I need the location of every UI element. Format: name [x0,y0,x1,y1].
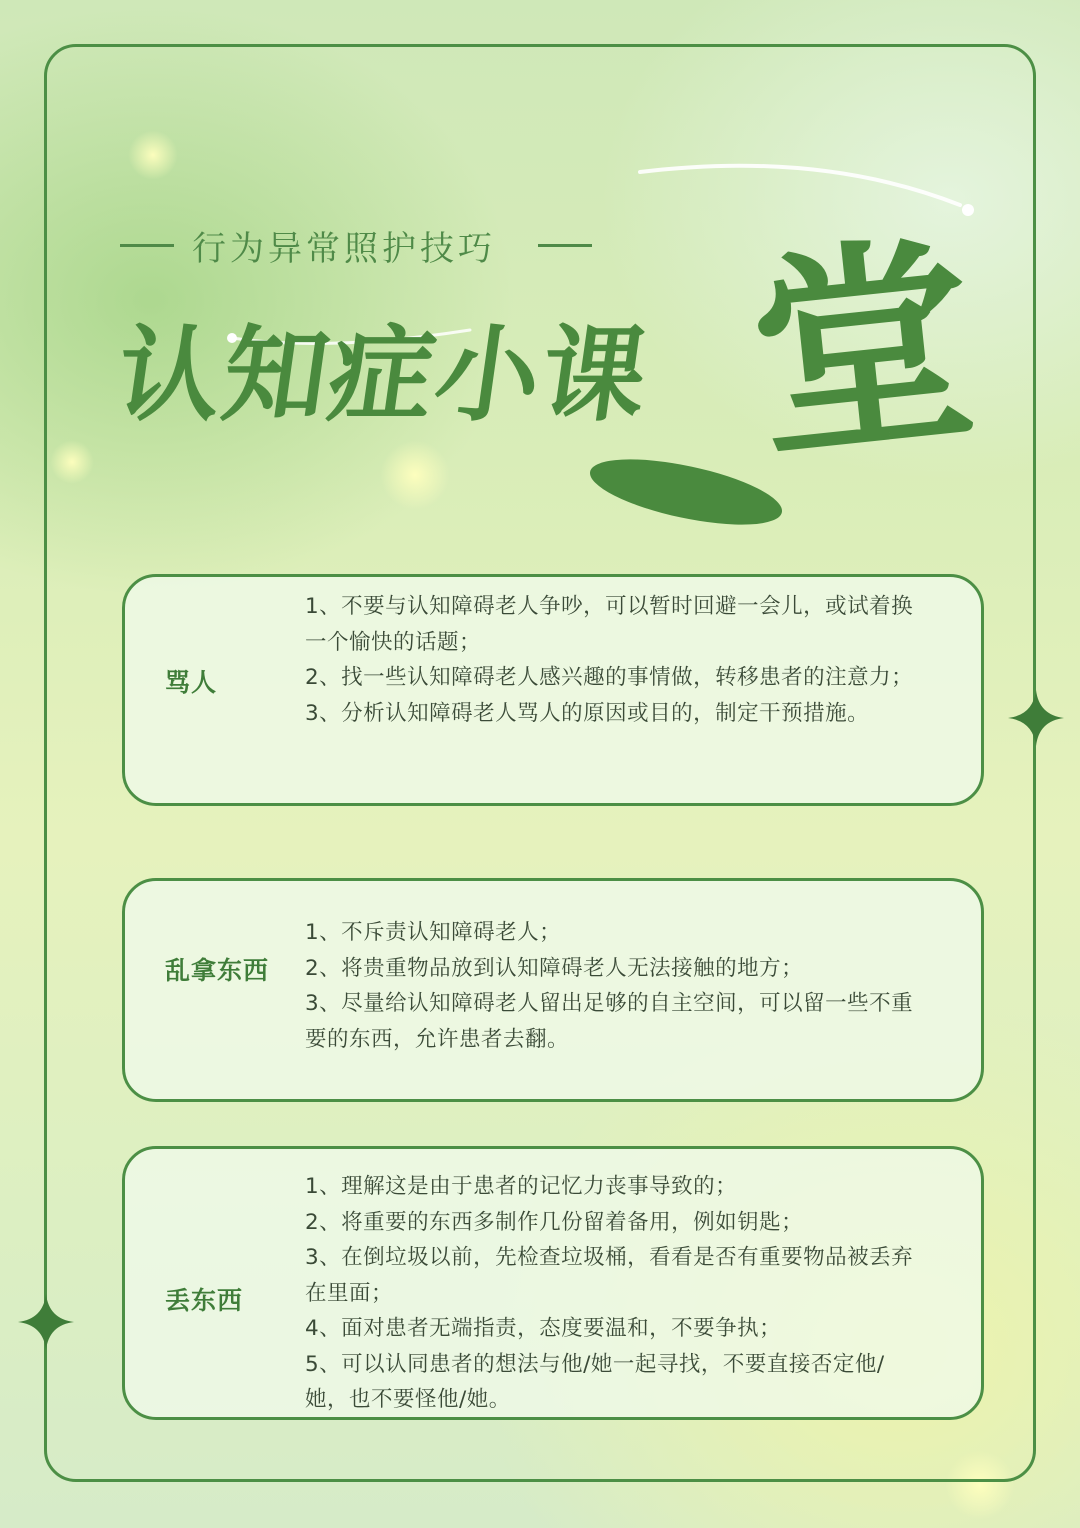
page-title-big-char: 堂 [739,209,986,490]
list-item: 2、将重要的东西多制作几份留着备用，例如钥匙； [305,1209,804,1235]
tip-list [305,1169,915,1418]
tip-card-taking-things [122,878,984,1102]
card-label: 丢东西 [165,1286,244,1315]
sparkle-star-icon [1008,690,1064,746]
list-item: 4、面对患者无端指责，态度要温和，不要争执； [305,1316,782,1341]
sparkle-star-icon [18,1294,74,1350]
list-item: 2、将贵重物品放到认知障碍老人无法接触的地方； [305,955,804,981]
list-item: 3、分析认知障碍老人骂人的原因或目的，制定干预措施。 [305,700,870,726]
card-label: 骂人 [165,668,218,697]
list-item: 2、找一些认知障碍老人感兴趣的事情做，转移患者的注意力； [305,665,914,690]
list-item: 1、不斥责认知障碍老人； [305,920,562,945]
page-subtitle [120,220,680,270]
card-label: 乱拿东西 [165,956,270,985]
tip-list [305,915,915,1057]
list-item: 3、在倒垃圾以前，先检查垃圾桶，看看是否有重要物品被丢弃在里面； [305,1245,914,1306]
subtitle-dash-right [538,244,592,247]
list-item: 5、可以认同患者的想法与他/她一起寻找，不要直接否定他/她，也不要怪他/她。 [305,1351,885,1412]
tip-list [305,589,915,731]
subtitle-text: 行为异常照护技巧 [192,228,496,269]
tip-card-losing-things [122,1146,984,1420]
tip-card-scolding [122,574,984,806]
list-item: 3、尽量给认知障碍老人留出足够的自主空间，可以留一些不重要的东西，允许患者去翻。 [305,991,914,1052]
page-title: 认知症小课 [109,313,657,436]
list-item: 1、不要与认知障碍老人争吵，可以暂时回避一会儿，或试着换一个愉快的话题； [305,594,914,655]
list-item: 1、理解这是由于患者的记忆力丧事导致的； [305,1174,738,1199]
subtitle-dash-left [120,244,174,247]
